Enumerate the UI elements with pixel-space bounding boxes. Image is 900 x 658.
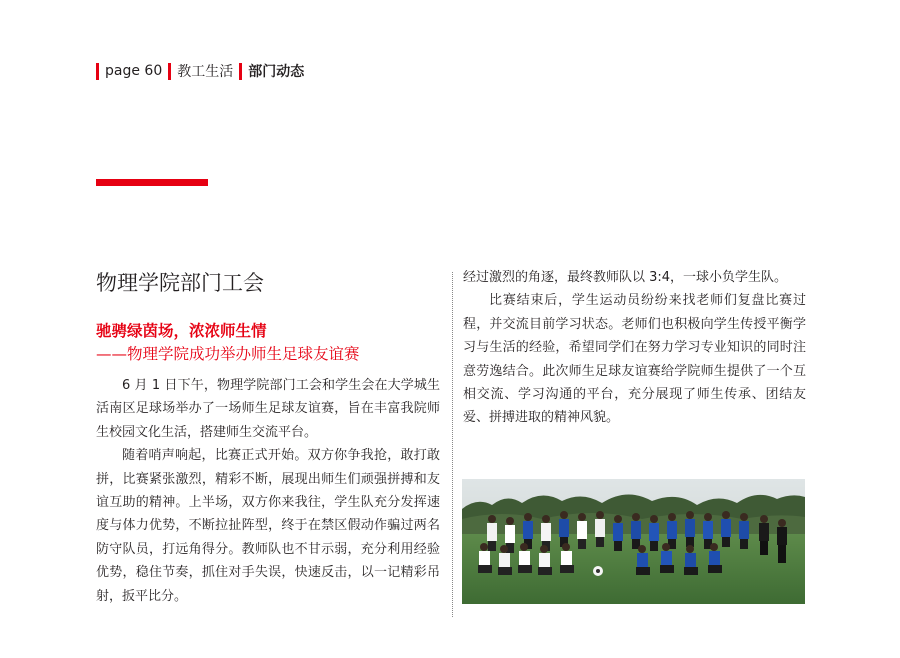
team-photo (462, 479, 805, 604)
paragraph: 经过激烈的角逐，最终教师队以 3:4，一球小负学生队。 (463, 270, 788, 285)
page-number: page 60 (105, 63, 163, 79)
article-headline: 驰骋绿茵场，浓浓师生情 (96, 322, 267, 340)
paragraph: 比赛结束后，学生运动员纷纷来找老师们复盘比赛过程，并交流目前学习状态。老师们也积极向学生传授平衡学习与生活的经验，希望同学们在努力学习专业知识的同时注意劳逸结合。此次师生足球友谊赛给学院师生提供了一个互相交流、学习沟通的平台，充分展现了师生传承、团结友爱、拼搏进取的精神风貌。 (463, 293, 806, 426)
header-bar (96, 63, 99, 80)
paragraph: 6 月 1 日下午，物理学院部门工会和学生会在大学城生活南区足球场举办了一场师生足球友谊赛，旨在丰富我院师生校园文化生活，搭建师生交流平台。 (96, 378, 440, 440)
section-name: 部门动态 (248, 64, 305, 80)
article-subheadline: ——物理学院成功举办师生足球友谊赛 (96, 345, 360, 363)
red-rule (96, 179, 208, 186)
column-name: 教工生活 (177, 64, 234, 80)
header-bar (239, 63, 242, 80)
page-header (96, 60, 310, 82)
header-bar (168, 63, 171, 80)
paragraph: 随着哨声响起，比赛正式开始。双方你争我抢，敢打敢拼，比赛紧张激烈，精彩不断，展现出师生们顽强拼搏和友谊互助的精神。上半场，双方你来我往，学生队充分发挥速度与体力优势，不断拉扯阵型，终于在禁区假动作骗过两名防守队员，打远角得分。教师队也不甘示弱，充分利用经验优势，稳住节奏，抓住对手失误，快速反击，以一记精彩吊射，扳平比分。 (96, 448, 440, 604)
column-divider (452, 272, 453, 617)
left-column (96, 374, 440, 608)
right-column (463, 266, 806, 430)
unit-title: 物理学院部门工会 (96, 271, 264, 295)
